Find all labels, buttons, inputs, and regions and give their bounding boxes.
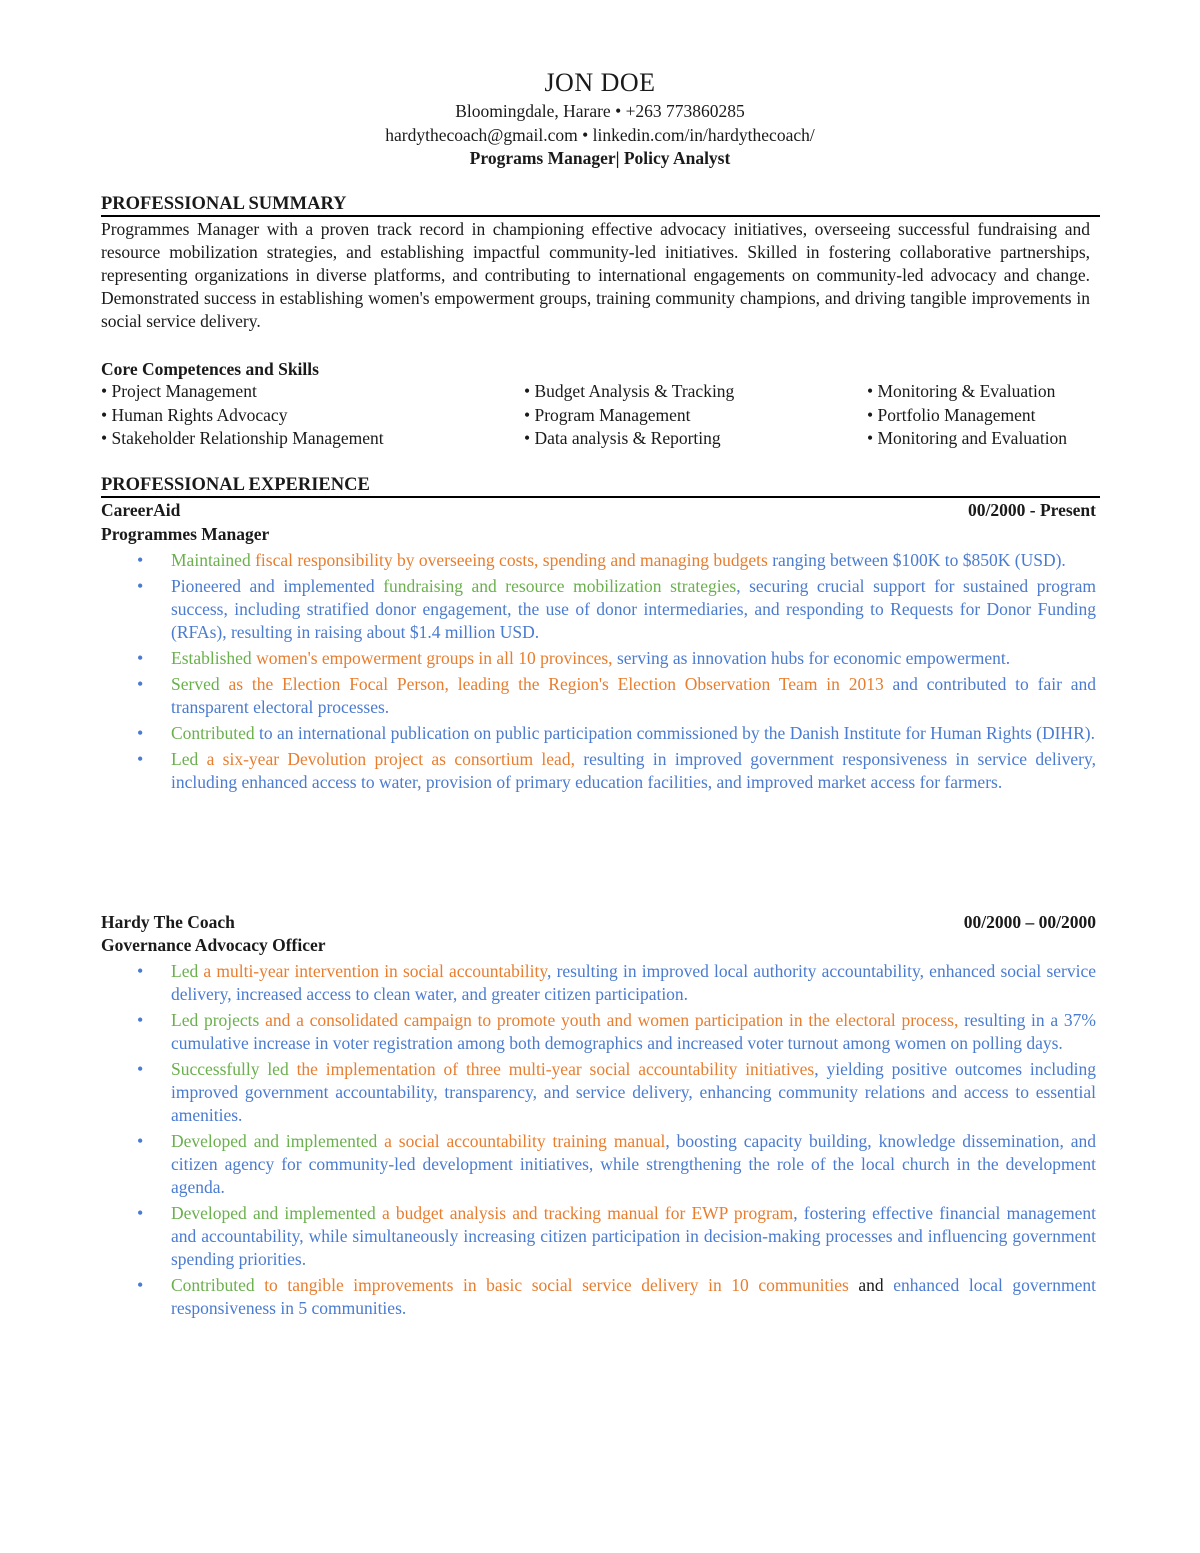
bullet-text-segment: , resulting in improved local authority accountability, enhanced social service delivery, increased access to clean water, and greater citizen participation. — [171, 961, 1097, 1004]
bullet-dot-icon: • — [137, 749, 144, 769]
job-bullets — [101, 549, 1096, 797]
job-role: Governance Advocacy Officer — [101, 935, 326, 955]
job-company: CareerAid — [101, 500, 181, 520]
bullet-text-segment: and — [858, 1275, 894, 1295]
experience-title: PROFESSIONAL EXPERIENCE — [101, 475, 370, 495]
bullet-text-segment: fiscal responsibility by overseeing costs, spending and managing budgets — [255, 550, 773, 570]
bullet-text-segment: a multi-year intervention in social accountability — [203, 961, 547, 981]
skill-item: • Portfolio Management — [867, 404, 1036, 425]
bullet-item — [101, 647, 1096, 670]
bullet-dot-icon: • — [137, 961, 144, 981]
bullet-item — [101, 673, 1096, 719]
bullet-text-segment: , boosting capacity building, knowledge dissemination, and citizen agency for community-led development initiatives, while strengthening the role of the local church in the development agenda. — [171, 1131, 1097, 1197]
bullet-dot-icon: • — [137, 576, 144, 596]
bullet-text-segment: a social accountability training manual — [384, 1131, 666, 1151]
bullet-text-segment: Contributed — [171, 723, 259, 743]
bullet-text-segment: Established — [171, 648, 257, 668]
bullet-dot-icon: • — [137, 1203, 144, 1223]
bullet-text-segment: and contributed to fair and transparent electoral processes. — [171, 674, 1096, 717]
bullet-text-segment: , securing crucial support for sustained program success, including stratified donor engagement, the use of donor intermediaries, and responding to Requests for Donor Funding (RFAs), resulting in raising about $1.4 million USD. — [171, 576, 1097, 642]
bullet-text-segment: the implementation of three multi-year social accountability initiatives — [296, 1059, 815, 1079]
skills-title: Core Competences and Skills — [101, 359, 319, 379]
bullet-dot-icon: • — [137, 1275, 144, 1295]
bullet-text-segment: to tangible improvements in basic social service delivery in 10 communities — [264, 1275, 859, 1295]
candidate-name: JON DOE — [544, 68, 656, 97]
job-bullets — [101, 960, 1096, 1323]
bullet-item — [101, 575, 1096, 644]
bullet-text-segment: to an international publication on public participation commissioned by the Danish Institute for Human Rights (DIHR). — [258, 723, 1095, 743]
bullet-text-segment: Successfully led — [171, 1059, 297, 1079]
bullet-dot-icon: • — [137, 723, 144, 743]
bullet-item — [101, 1274, 1096, 1320]
bullet-text-segment: Developed and implemented — [171, 1131, 385, 1151]
bullet-text-segment: resulting in a 37% cumulative increase in voter registration among both demographics and increased voter turnout among women on polling days. — [171, 1010, 1096, 1053]
skill-item: • Human Rights Advocacy — [101, 404, 288, 425]
skill-item: • Monitoring and Evaluation — [867, 428, 1068, 448]
bullet-text-segment: Maintained — [171, 550, 256, 570]
bullet-text-segment: a six-year Devolution project as consortium lead, — [206, 749, 584, 769]
email-linkedin: hardythecoach@gmail.com • linkedin.com/in/hardythecoach/ — [385, 124, 815, 145]
bullet-text-segment: Led — [171, 961, 204, 981]
bullet-dot-icon: • — [137, 648, 144, 668]
skill-item: • Project Management — [101, 381, 257, 401]
bullet-text-segment: serving as innovation hubs for economic empowerment. — [616, 648, 1011, 668]
job-dates: 00/2000 - Present — [968, 500, 1096, 520]
skills-grid — [101, 380, 1100, 452]
bullet-text-segment: Led projects — [171, 1010, 266, 1030]
bullet-text-segment: , yielding positive outcomes including improved government accountability, transparency, and service delivery, enhancing community relations and access to essential amenities. — [171, 1059, 1096, 1125]
skill-item: • Data analysis & Reporting — [524, 428, 721, 448]
job-company-line — [101, 911, 1096, 934]
bullet-item — [101, 1009, 1096, 1055]
summary-text: Programmes Manager with a proven track record in championing effective advocacy initiatives, overseeing successful fundraising and resource mobilization strategies, and establishing impactful community-led initiatives. Skilled in fostering collaborative partnerships, representing organizations in diverse platforms, and contributing to international engagements on community-led advocacy and change. Demonstrated success in establishing women's empowerment groups, training community champions, and driving tangible improvements in social service delivery. — [101, 219, 1090, 331]
bullet-text-segment: Pioneered and implemented — [171, 576, 384, 596]
job-company: Hardy The Coach — [101, 912, 235, 932]
bullet-item — [101, 960, 1096, 1006]
bullet-text-segment: as the Election Focal Person, leading the Region's Election Observation Team in 2013 — [228, 674, 893, 694]
summary-title: PROFESSIONAL SUMMARY — [101, 194, 347, 214]
bullet-text-segment: Served — [171, 674, 229, 694]
bullet-text-segment: a budget analysis and tracking manual for EWP program — [381, 1203, 794, 1223]
summary-rule — [101, 215, 1100, 217]
resume-header — [0, 66, 1200, 171]
bullet-item — [101, 549, 1096, 572]
skill-item: • Budget Analysis & Tracking — [524, 381, 735, 401]
bullet-text-segment: Led — [171, 749, 207, 769]
experience-rule — [101, 496, 1100, 498]
bullet-item — [101, 748, 1096, 794]
bullet-text-segment: and a consolidated campaign to promote youth and women participation in the electoral process, — [265, 1010, 965, 1030]
bullet-dot-icon: • — [137, 1131, 144, 1151]
job-role: Programmes Manager — [101, 524, 270, 544]
bullet-text-segment: fundraising and resource mobilization strategies — [383, 576, 737, 596]
bullet-text-segment: Developed and implemented — [171, 1203, 382, 1223]
bullet-item — [101, 1130, 1096, 1199]
bullet-dot-icon: • — [137, 1010, 144, 1030]
bullet-dot-icon: • — [137, 1059, 144, 1079]
skill-item: • Program Management — [524, 404, 691, 425]
job-dates: 00/2000 – 00/2000 — [963, 912, 1096, 932]
skill-item: • Monitoring & Evaluation — [867, 381, 1056, 401]
bullet-item — [101, 1058, 1096, 1127]
bullet-text-segment: , fostering effective financial management and accountability, while simultaneously increasing citizen participation in decision-making processes and influencing government spending priorities. — [171, 1203, 1096, 1269]
bullet-dot-icon: • — [137, 550, 144, 570]
skill-item: • Stakeholder Relationship Management — [101, 428, 384, 448]
bullet-item — [101, 1202, 1096, 1271]
bullet-text-segment: ranging between $100K to $850K (USD). — [772, 550, 1066, 570]
bullet-text-segment: Contributed — [171, 1275, 265, 1295]
bullet-text-segment: resulting in improved government responsiveness in service delivery, including enhanced access to water, provision of primary education facilities, and improved market access for farmers. — [171, 749, 1096, 792]
headline: Programs Manager| Policy Analyst — [469, 148, 731, 168]
location-phone: Bloomingdale, Harare • +263 773860285 — [455, 101, 745, 121]
job-company-line — [101, 499, 1096, 522]
bullet-dot-icon: • — [137, 674, 144, 694]
bullet-text-segment: women's empowerment groups in all 10 provinces, — [256, 648, 617, 668]
bullet-item — [101, 722, 1096, 745]
bullet-text-segment: enhanced local government responsiveness in 5 communities. — [171, 1275, 1096, 1318]
